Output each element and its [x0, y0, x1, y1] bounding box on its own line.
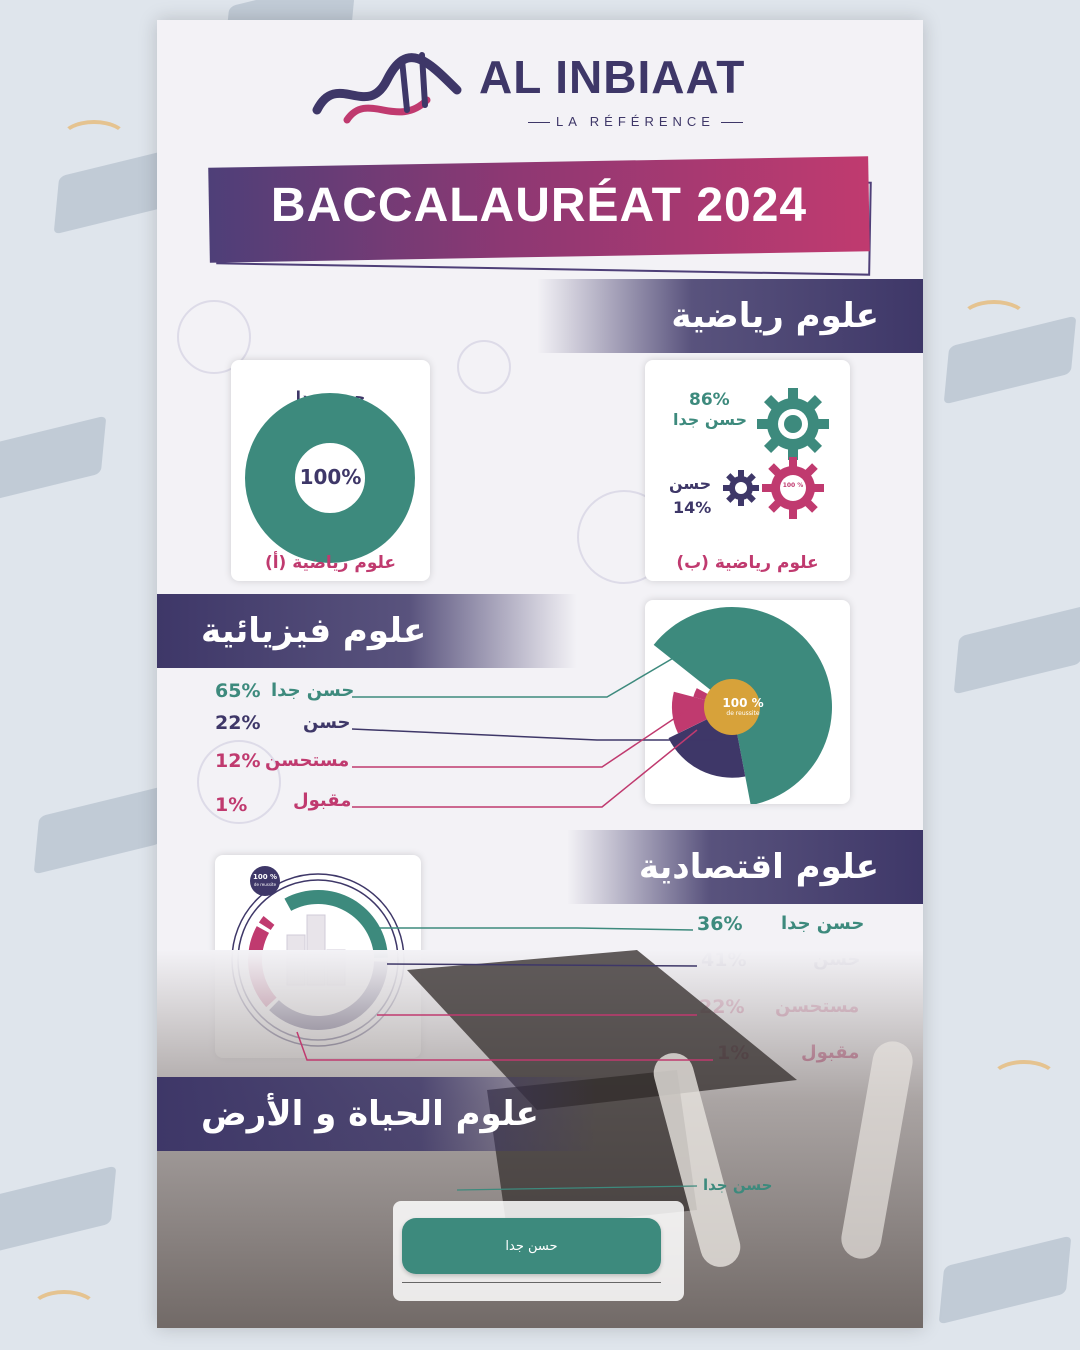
- physics-percent-3: 12%: [215, 750, 261, 772]
- section-title: علوم رياضية: [671, 296, 879, 336]
- life-progress-bar: [402, 1218, 661, 1274]
- card-physics-chart: [645, 600, 850, 804]
- physics-percent-4: 1%: [215, 794, 248, 816]
- life-bar-label: حسن جدا: [505, 1238, 558, 1254]
- economics-badge-percent: 100 %: [252, 873, 278, 881]
- card-title: علوم رياضية (أ): [264, 553, 397, 573]
- bg-cap-decoration: [34, 785, 167, 874]
- section-header-math: [537, 279, 923, 353]
- math-b-label-2: حسن: [669, 474, 712, 493]
- eco-percent-1: 36%: [697, 913, 743, 935]
- section-title: علوم الحياة و الأرض: [201, 1094, 539, 1134]
- physics-percent-1: 65%: [215, 680, 261, 702]
- bg-cap-decoration: [0, 415, 106, 504]
- physics-label-3: مستحسن: [265, 750, 350, 771]
- arabic-calligraphy-logo: [307, 50, 467, 130]
- section-header-economics: [567, 830, 923, 904]
- confetti-decoration: [990, 1060, 1058, 1098]
- eco-label-1: حسن جدا: [781, 913, 865, 934]
- economics-arc-4: [259, 916, 275, 930]
- math-a-label: حسن جدا: [295, 388, 366, 406]
- math-b-label-1: حسن جدا: [673, 410, 748, 429]
- physics-percent-2: 22%: [215, 712, 261, 734]
- section-title: علوم فيزيائية: [201, 611, 427, 651]
- infographic-poster: [157, 20, 923, 1328]
- card-title: علوم رياضية (ب): [676, 553, 819, 573]
- section-title: علوم اقتصادية: [638, 847, 879, 887]
- gear-badge-text: 100 %: [782, 482, 804, 489]
- confetti-decoration: [30, 1290, 98, 1328]
- physics-center-caption: de reussite: [726, 710, 760, 717]
- gear-icon: [753, 384, 833, 464]
- math-b-percent-1: 86%: [689, 390, 730, 410]
- math-b-percent-2: 14%: [673, 498, 712, 517]
- section-header-life-sciences: [157, 1077, 597, 1151]
- bg-cap-decoration: [954, 605, 1080, 694]
- card-math-a: [231, 360, 430, 581]
- life-bar-baseline: [402, 1282, 661, 1283]
- bg-cap-decoration: [0, 1165, 116, 1254]
- physics-center-percent: 100 %: [722, 696, 764, 710]
- brand-tagline: LA RÉFÉRENCE: [522, 114, 749, 129]
- banner-title: BACCALAURÉAT 2024: [270, 179, 808, 232]
- confetti-decoration: [60, 120, 128, 158]
- brand-name: AL INBIAAT: [479, 51, 746, 103]
- physics-label-2: حسن: [303, 712, 351, 733]
- doodle-decoration: [457, 340, 511, 394]
- physics-label-4: مقبول: [293, 790, 352, 811]
- card-math-b: [645, 360, 850, 581]
- confetti-decoration: [960, 300, 1028, 338]
- bg-cap-decoration: [939, 1235, 1072, 1324]
- economics-badge-caption: de reussite: [253, 882, 277, 887]
- economics-badge: [250, 866, 280, 896]
- math-a-percent: 100%: [299, 465, 362, 489]
- section-header-physics: [157, 594, 577, 668]
- physics-label-1: حسن جدا: [271, 680, 355, 701]
- life-label: حسن جدا: [703, 1176, 773, 1194]
- small-gear-icon: [721, 468, 761, 508]
